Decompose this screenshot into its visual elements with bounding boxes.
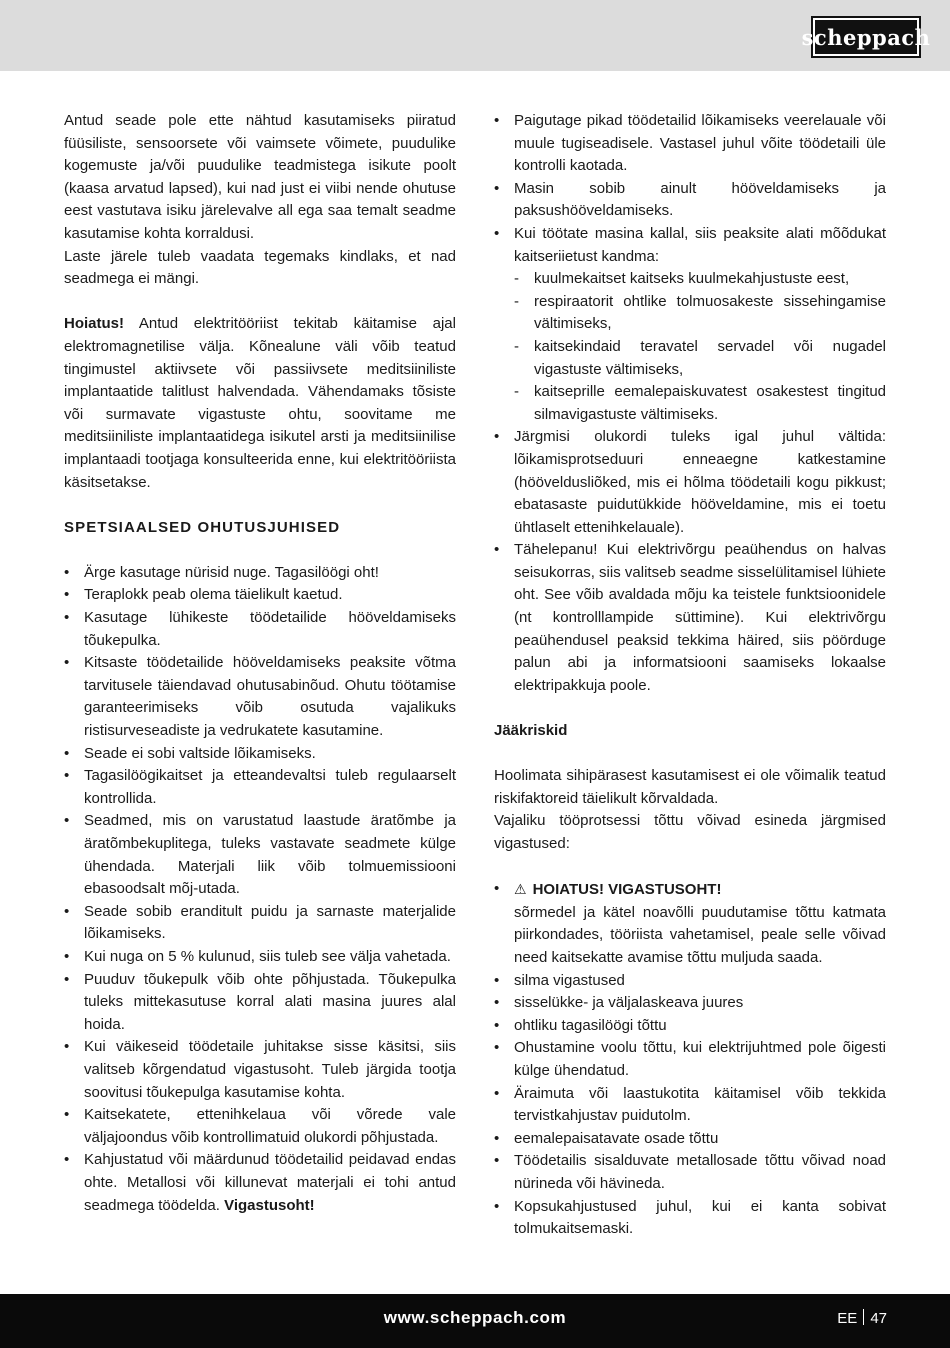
list-item: • Kui nuga on 5 % kulunud, siis tuleb see välja vahetada. bbox=[64, 946, 456, 969]
list-item: • Kui väikeseid töödetaile juhitakse sisse käsitsi, siis valitseb kõrgendatud vigastusoht. Tuleb järgida tootja soovitusi tõukepulga kasutamise kohta. bbox=[64, 1036, 456, 1104]
safety-list bbox=[64, 562, 456, 1217]
list-item: • Paigutage pikad töödetailid lõikamiseks veerelauale või muule tugiseadisele. Vastasel juhul võite töödetaili üle kontrolli kaotada. bbox=[494, 110, 886, 178]
list-item: • Masin sobib ainult hööveldamiseks ja paksushööveldamiseks. bbox=[494, 178, 886, 223]
list-item: • eemalepaisatavate osade tõttu bbox=[494, 1128, 886, 1151]
list-item bbox=[64, 1149, 456, 1217]
right-column bbox=[494, 110, 886, 1241]
list-item: • Tähelepanu! Kui elektrivõrgu peaühendus on halvas seisukorras, siis valitseb seadme sisselülitamisel lühiete oht. See võib avaldada mõju ka teistele funktsioonidele (nt kontrolllampide süttimine). Kui elektrivõrgu peaühendusel peaksid tekkima häired, siis pöörduge palun abi ja informatsiooni saamiseks lokaalse elektripakkuja poole. bbox=[494, 539, 886, 697]
warning-title-line bbox=[514, 878, 886, 902]
ppe-item: - respiraatorit ohtlike tolmuosakeste sissehingamise vältimiseks, bbox=[514, 291, 886, 336]
list-item: • Kitsaste töödetailide hööveldamiseks peaksite võtma tarvitusele täiendavad ohutusabinõud. Ohutu töötamise garanteerimiseks võib osutuda vajalikuks ristisurveseadiste ja vedrukatete kasutamine. bbox=[64, 652, 456, 742]
safety-list-continued bbox=[494, 110, 886, 697]
list-item bbox=[494, 223, 886, 426]
list-item: • Ärge kasutage nürisid nuge. Tagasilöögi oht! bbox=[64, 562, 456, 585]
caution-label: Hoiatus! bbox=[64, 315, 124, 333]
ppe-item: - kaitseprille eemalepaiskuvatest osakestest tingitud silmavigastuste vältimiseks. bbox=[514, 381, 886, 426]
warning-text: sõrmedel ja kätel noavõlli puudutamise tõttu katmata piirkondades, tööriista vahetamisel, peale selle võivad need kaitsekatte avamise tõttu muljuda saada. bbox=[514, 903, 886, 966]
divider bbox=[863, 1309, 864, 1325]
list-item: • Seade sobib eranditult puidu ja sarnaste materjalide lõikamiseks. bbox=[64, 901, 456, 946]
residual-paragraph: Vajaliku tööprotsessi tõttu võivad esineda järgmised vigastused: bbox=[494, 812, 886, 852]
list-item: • silma vigastused bbox=[494, 970, 886, 993]
list-item: • Järgmisi olukordi tuleks igal juhul vältida: lõikamisprotseduuri enneaegne katkestamine (hööveldusliõked, mis ei hõlma töödetaili kogu pikkust; ebatasaste puidutükkide hööveldamine, mis ei toetu ühtlaselt ettenihkelauale). bbox=[494, 426, 886, 539]
website-link[interactable]: www.scheppach.com bbox=[383, 1308, 567, 1327]
list-item: • Tagasilöögikaitset ja etteandevaltsi tuleb regulaarselt kontrollida. bbox=[64, 765, 456, 810]
warning-title: HOIATUS! VIGASTUSOHT! bbox=[532, 881, 722, 899]
page-number bbox=[837, 1309, 887, 1327]
page-number-value: 47 bbox=[870, 1310, 887, 1327]
list-item: • Ohustamine voolu tõttu, kui elektrijuhtmed pole õigesti külge ühendatud. bbox=[494, 1037, 886, 1082]
list-item: • ohtliku tagasilöögi tõttu bbox=[494, 1015, 886, 1038]
list-item: • Kopsukahjustused juhul, kui ei kanta sobivat tolmukaitsemaski. bbox=[494, 1196, 886, 1241]
list-item: • sisselükke- ja väljalaskeava juures bbox=[494, 992, 886, 1015]
residual-list bbox=[494, 878, 886, 1241]
ppe-item: - kuulmekaitset kaitseks kuulmekahjustuste eest, bbox=[514, 268, 886, 291]
list-item: • Kasutage lühikeste töödetailide hööveldamiseks tõukepulka. bbox=[64, 607, 456, 652]
list-item: • Seadmed, mis on varustatud laastude äratõmbe ja äratõmbekuplitega, tuleks vastavate seadmete külge ühendada. Materjali liik võib tolmuemissiooni ebasoodsalt mõj-utada. bbox=[64, 810, 456, 900]
list-item-text: Kahjustatud või määrdunud töödetailid peidavad endas ohte. Metallosi või killunevat materjali ei tohi antud seadmega töödelda. bbox=[84, 1151, 456, 1214]
section-heading: SPETSIAALSED OHUTUSJUHISED bbox=[64, 518, 341, 536]
warning-triangle-icon: ⚠ bbox=[514, 881, 527, 898]
warning-item bbox=[494, 878, 886, 969]
ppe-intro: Kui töötate masina kallal, siis peaksite alati mõõdukat kaitseriietust kandma: bbox=[514, 224, 886, 265]
intro-paragraph: Antud seade pole ette nähtud kasutamiseks piiratud füüsiliste, sensoorsete või vaimsete võimete, puudulike kogemuste ja/või puudulike teadmistega isikute poolt (kaasa arvatud lapsed), kui nad just ei viibi nende ohutuse eest vastutava isiku järelevalve all ega saa temalt seadme kasutamise kohta korraldusi. bbox=[64, 112, 456, 242]
brand-logo: scheppach bbox=[811, 16, 921, 58]
page-header bbox=[0, 0, 950, 71]
list-item: • Töödetailis sisalduvate metallosade tõttu võivad noad nürineda või hävineda. bbox=[494, 1150, 886, 1195]
caution-text: Antud elektritööriist tekitab käitamise ajal elektromagnetilise välja. Kõnealune väli võib teatud tingimustel aktiivsete või passiivsete meditsiiniliste implantaatide talitlust halvendada. Vähendamaks tõsiste või surmavate vigastuste ohtu, soovitame me meditsiiniliste implantaatidega isikutel arsti ja meditsiinilise implantaadi tootjaga konsulteerida enne, kui elektritööriista käsitsetakse. bbox=[64, 315, 456, 491]
left-column bbox=[64, 110, 456, 1217]
injury-warning-label: Vigastusoht! bbox=[224, 1196, 315, 1214]
list-item: • Kaitsekatete, ettenihkelaua või võrede vale väljajoondus võib kontrollimatuid olukordi põhjustada. bbox=[64, 1104, 456, 1149]
list-item: • Seade ei sobi valtside lõikamiseks. bbox=[64, 743, 456, 766]
residual-paragraph: Hoolimata sihipärasest kasutamisest ei ole võimalik teatud riskifaktoreid täielikult kõrvaldada. bbox=[494, 767, 886, 807]
list-item: • Puuduv tõukepulk võib ohte põhjustada. Tõukepulka tuleks mittekasutuse korral alati masina juures alal hoida. bbox=[64, 969, 456, 1037]
list-item: • Teraplokk peab olema täielikult kaetud. bbox=[64, 584, 456, 607]
ppe-item: - kaitsekindaid teravatel servadel või nugadel vigastuste vältimiseks, bbox=[514, 336, 886, 381]
intro-paragraph: Laste järele tuleb vaadata tegemaks kindlaks, et nad seadmega ei mängi. bbox=[64, 247, 456, 288]
residual-risks-heading: Jääkriskid bbox=[494, 722, 568, 740]
page-footer bbox=[0, 1294, 950, 1348]
caution-paragraph bbox=[64, 313, 456, 494]
ppe-list bbox=[514, 268, 886, 426]
list-item: • Äraimuta või laastukotita käitamisel võib tekkida tervistkahjustav puidutolm. bbox=[494, 1083, 886, 1128]
language-code: EE bbox=[837, 1310, 858, 1327]
